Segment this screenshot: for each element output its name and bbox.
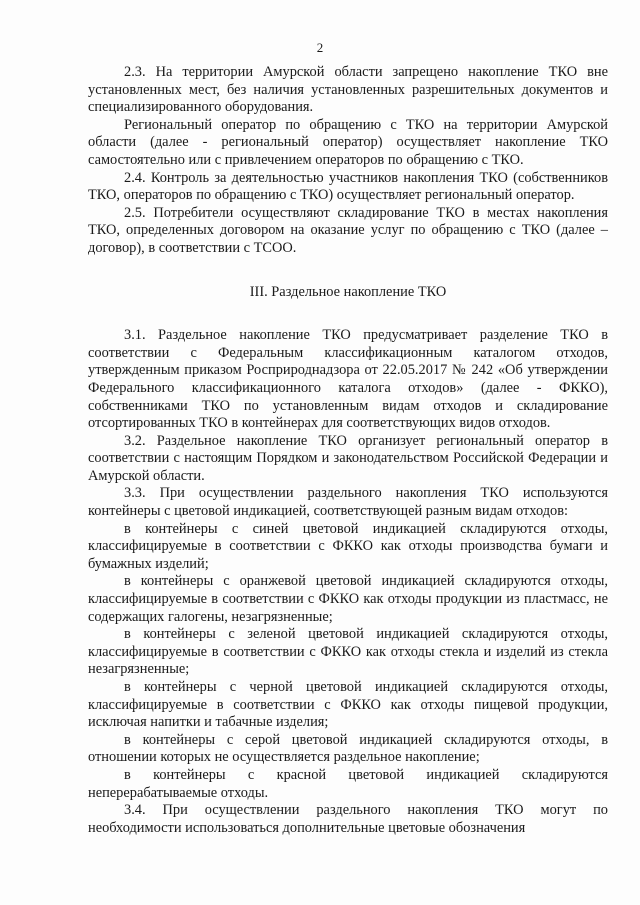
paragraph-regional-operator: Региональный оператор по обращению с ТКО на территории Амурской области (далее - региональный оператор) осуществляет накопление ТКО самостоятельно или с привлечением операторов по обращению с ТКО. [88,116,608,168]
list-item-green-container: в контейнеры с зеленой цветовой индикацией складируются отходы, классифицируемые в соответствии с ФККО как отходы стекла и изделий из стекла незагрязненные; [88,626,608,678]
paragraph-3-3: 3.3. При осуществлении раздельного накопления ТКО используются контейнеры с цветовой индикацией, соответствующей разным видам отходов: [88,485,608,520]
list-item-red-container: в контейнеры с красной цветовой индикацией складируются неперерабатываемые отходы. [88,766,608,801]
list-item-gray-container: в контейнеры с серой цветовой индикацией складируются отходы, в отношении которых не осуществляется раздельное накопление; [88,731,608,766]
paragraph-2-5: 2.5. Потребители осуществляют складирование ТКО в местах накопления ТКО, определенных договором на оказание услуг по обращению с ТКО (далее – договор), в соответствии с ТСОО. [88,204,608,256]
paragraph-3-4: 3.4. При осуществлении раздельного накопления ТКО могут по необходимости использоваться дополнительные цветовые обозначения [88,802,608,836]
paragraph-2-4: 2.4. Контроль за деятельностью участников накопления ТКО (собственников ТКО, операторов по обращению с ТКО) осуществляет региональный оператор. [88,169,608,204]
paragraph-3-1: 3.1. Раздельное накопление ТКО предусматривает разделение ТКО в соответствии с Федеральным классификационным каталогом отходов, утвержденным приказом Росприроднадзора от 22.05.2017 № 242 «Об утверждении Федерального классификационного каталога отходов» (далее - ФККО), собственниками ТКО по установленным видам отходов и складирование отсортированных ТКО в контейнерах для соответствующих видов отходов. [88,327,608,432]
page-number: 2 [316,40,324,55]
list-item-blue-container: в контейнеры с синей цветовой индикацией складируются отходы, классифицируемые в соответствии с ФККО как отходы производства бумаги и бумажных изделий; [88,520,608,572]
paragraph-3-2: 3.2. Раздельное накопление ТКО организует региональный оператор в соответствии с настоящим Порядком и законодательством Российской Федерации и Амурской области. [88,432,608,484]
document-body [88,64,608,837]
section-heading: III. Раздельное накопление ТКО [249,283,447,300]
list-item-black-container: в контейнеры с черной цветовой индикацией складируются отходы, классифицируемые в соответствии с ФККО как отходы пищевой продукции, исключая напитки и табачные изделия; [88,679,608,731]
paragraph-2-3: 2.3. На территории Амурской области запрещено накопление ТКО вне установленных мест, без наличия установленных разрешительных документов и специализированного оборудования. [88,64,608,116]
list-item-orange-container: в контейнеры с оранжевой цветовой индикацией складируются отходы, классифицируемые в соответствии с ФККО как отходы продукции из пластмасс, не содержащих галогены, незагрязненные; [88,573,608,625]
